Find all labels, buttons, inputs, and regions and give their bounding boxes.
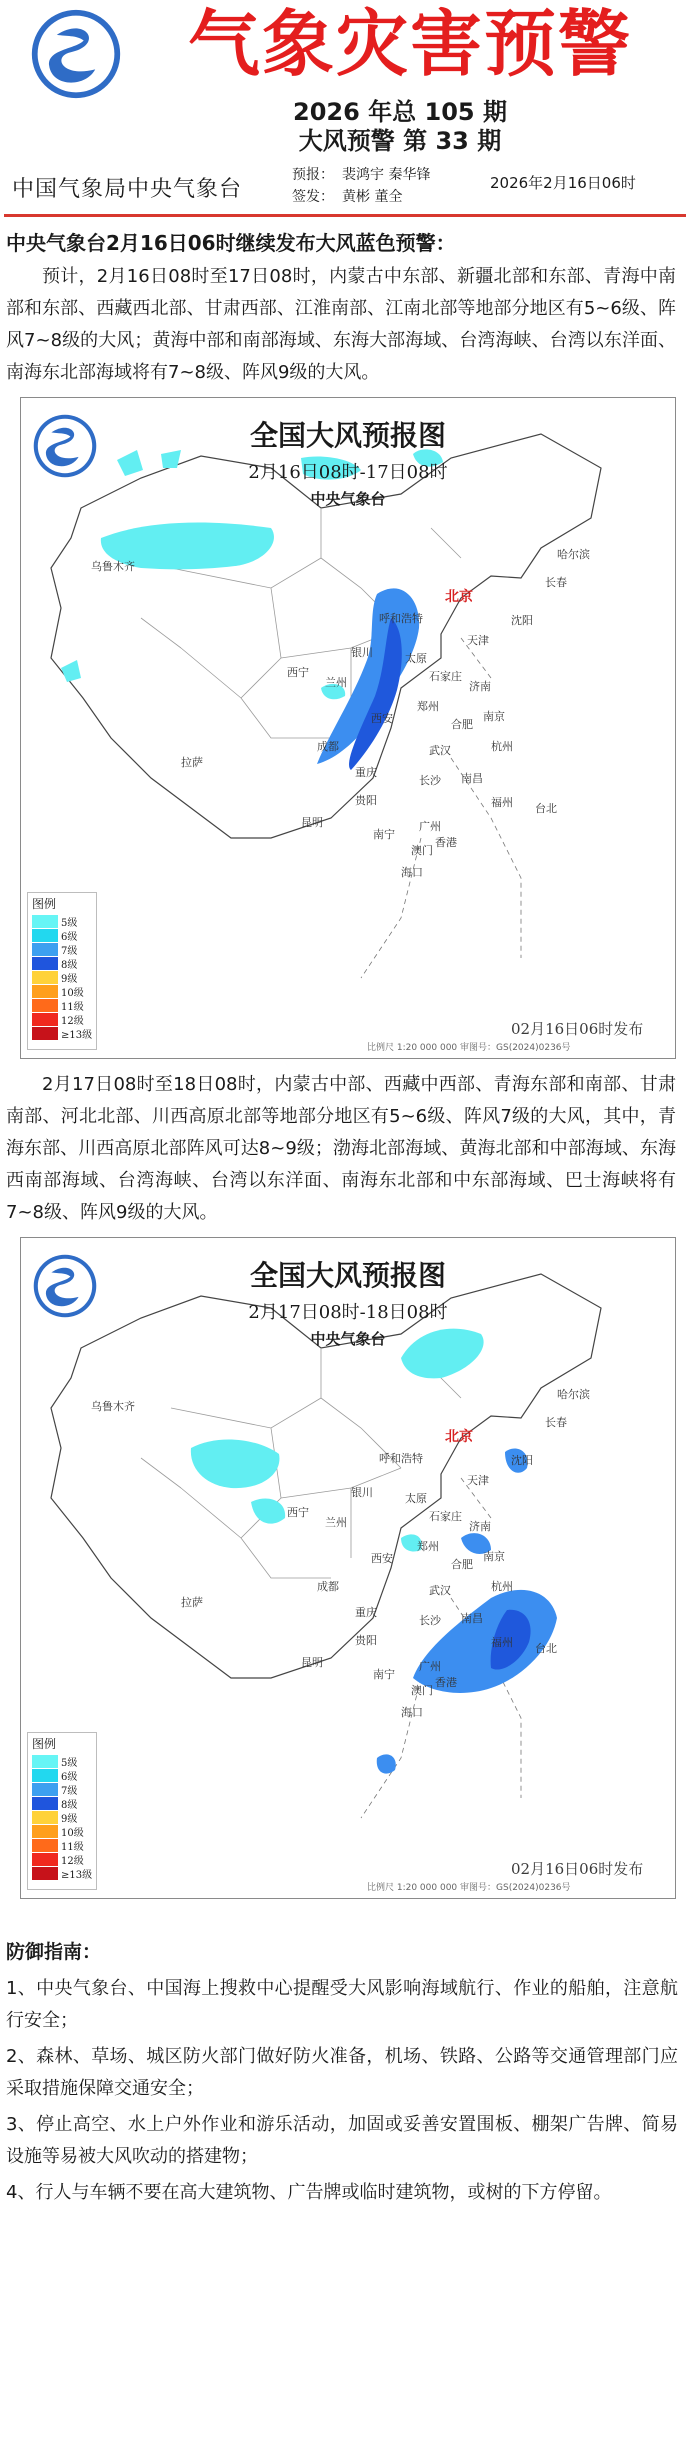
city-label: 太原 (405, 1492, 427, 1505)
city-label: 济南 (469, 680, 491, 693)
city-label: 长春 (545, 1416, 567, 1429)
city-label: 济南 (469, 1520, 491, 1533)
map-publish-time: 02月16日06时发布 (511, 1860, 644, 1878)
legend-swatch (32, 971, 58, 984)
legend-swatch (32, 1797, 58, 1810)
legend-item (28, 956, 96, 970)
legend-item (28, 914, 96, 928)
legend-label: 12级 (61, 1855, 84, 1867)
legend-item (28, 1866, 96, 1880)
city-label: 台北 (535, 802, 557, 815)
legend-title: 图例 (32, 897, 57, 911)
city-label: 哈尔滨 (557, 548, 590, 561)
legend-item (28, 1012, 96, 1026)
city-label: 乌鲁木齐 (91, 560, 135, 573)
map-scale-note: 比例尺 1:20 000 000 审图号：GS(2024)0236号 (367, 1043, 571, 1053)
defense-guide-item: 3、停止高空、水上户外作业和游乐活动，加固或妥善安置围板、棚架广告牌、简易设施等易被大风吹动的搭建物； (6, 2114, 678, 2167)
city-label: 沈阳 (511, 1454, 533, 1467)
city-label: 重庆 (355, 766, 377, 779)
legend-swatch (32, 1825, 58, 1838)
city-label: 南昌 (461, 772, 483, 785)
city-label: 银川 (351, 646, 373, 659)
city-label: 杭州 (491, 1580, 513, 1593)
city-label-capital: 北京 (445, 589, 473, 605)
wind-forecast-map-2 (20, 1237, 676, 1899)
city-label: 昆明 (301, 816, 323, 829)
defense-guide-item: 2、森林、草场、城区防火部门做好防火准备，机场、铁路、公路等交通管理部门应采取措施保障交通安全； (6, 2046, 678, 2099)
city-label: 武汉 (429, 1584, 451, 1597)
legend-item (28, 984, 96, 998)
map-publish-time: 02月16日06时发布 (511, 1020, 644, 1038)
city-label: 拉萨 (181, 1596, 203, 1609)
city-label: 石家庄 (429, 670, 462, 683)
legend-swatch (32, 1783, 58, 1796)
legend-item (28, 1838, 96, 1852)
map-legend (27, 892, 97, 1050)
legend-label: 5级 (61, 1757, 78, 1769)
city-label: 海口 (401, 1706, 423, 1719)
city-label: 长沙 (419, 774, 441, 787)
city-label: 南昌 (461, 1612, 483, 1625)
city-label: 澳门 (411, 1684, 433, 1697)
city-label: 天津 (467, 1474, 489, 1487)
legend-swatch (32, 1811, 58, 1824)
defense-guide-item: 4、行人与车辆不要在高大建筑物、广告牌或临时建筑物，或树的下方停留。 (6, 2182, 612, 2203)
legend-label: 10级 (61, 1827, 84, 1839)
city-label: 石家庄 (429, 1510, 462, 1523)
issue-number: 2026 年总 105 期 (293, 98, 507, 126)
map-org: 中央气象台 (310, 490, 386, 508)
city-label: 合肥 (451, 718, 473, 731)
city-label: 贵阳 (355, 1634, 377, 1647)
city-label: 天津 (467, 634, 489, 647)
legend-swatch (32, 1027, 58, 1040)
city-label: 长春 (545, 576, 567, 589)
city-label: 澳门 (411, 844, 433, 857)
legend-title: 图例 (32, 1737, 57, 1751)
agency-row (0, 156, 690, 208)
document-title: 气象灾害预警 (187, 1, 632, 86)
city-label: 郑州 (417, 700, 439, 713)
legend-swatch (32, 943, 58, 956)
city-label: 南宁 (373, 1668, 395, 1681)
city-label: 台北 (535, 1642, 557, 1655)
city-label: 兰州 (325, 676, 347, 689)
legend-label: 5级 (61, 917, 78, 929)
legend-label: 12级 (61, 1015, 84, 1027)
legend-label: ≥13级 (61, 1869, 93, 1881)
city-label: 杭州 (491, 740, 513, 753)
defense-guide-item: 1、中央气象台、中国海上搜救中心提醒受大风影响海域航行、作业的船舶，注意航行安全； (6, 1978, 678, 2031)
legend-label: 9级 (61, 1813, 78, 1825)
legend-swatch (32, 1769, 58, 1782)
legend-item (28, 1754, 96, 1768)
city-label: 兰州 (325, 1516, 347, 1529)
city-label: 呼和浩特 (379, 612, 423, 625)
legend-label: 7级 (61, 945, 78, 957)
legend-label: 10级 (61, 987, 84, 999)
legend-swatch (32, 1839, 58, 1852)
legend-label: 8级 (61, 1799, 78, 1811)
city-label: 乌鲁木齐 (91, 1400, 135, 1413)
map-scale-note: 比例尺 1:20 000 000 审图号：GS(2024)0236号 (367, 1883, 571, 1893)
city-label: 西安 (371, 712, 393, 725)
forecast-paragraph-1: 预计，2月16日08时至17日08时，内蒙古中东部、新疆北部和东部、青海中南部和东部、西藏西北部、甘肃西部、江淮南部、江南北部等地部分地区有5~6级、阵风7~8级的大风；黄海中部和南部海域、东海大部海域、台湾海峡、台湾以东洋面、南海东北部海域将有7~8级、阵风9级的大风。 (6, 266, 676, 383)
legend-item (28, 1810, 96, 1824)
city-label: 重庆 (355, 1606, 377, 1619)
legend-item (28, 1026, 96, 1040)
forecast-paragraph-2: 2月17日08时至18日08时，内蒙古中部、西藏中西部、青海东部和南部、甘肃南部、河北北部、川西高原北部等地部分地区有5~6级、阵风7级的大风，其中，青海东部、川西高原北部阵风可达8~9级；渤海北部海域、黄海北部和中部海域、东海西南部海域、台湾海峡、台湾以东洋面、南海东北部和中东部海域、巴士海峡将有7~8级、阵风9级的大风。 (6, 1074, 676, 1223)
legend-swatch (32, 1853, 58, 1866)
legend-label: 6级 (61, 1771, 78, 1783)
legend-label: ≥13级 (61, 1029, 93, 1041)
forecaster-label: 预报： (292, 167, 334, 183)
legend-item (28, 1768, 96, 1782)
city-label: 南宁 (373, 828, 395, 841)
map-period: 2月17日08时-18日08时 (248, 1302, 448, 1323)
city-label: 成都 (317, 740, 339, 753)
legend-swatch (32, 999, 58, 1012)
city-label: 郑州 (417, 1540, 439, 1553)
city-label: 广州 (419, 1660, 441, 1673)
city-label: 福州 (491, 1636, 513, 1649)
legend-item (28, 1824, 96, 1838)
staff-block (292, 164, 430, 208)
signer-names: 黄彬 董全 (342, 189, 403, 205)
map-title: 全国大风预报图 (249, 1259, 446, 1292)
legend-swatch (32, 915, 58, 928)
legend-label: 9级 (61, 973, 78, 985)
city-label: 西安 (371, 1552, 393, 1565)
legend-item (28, 1782, 96, 1796)
city-label-capital: 北京 (445, 1429, 473, 1445)
city-label: 西宁 (287, 1506, 309, 1519)
forecaster-names: 裴鸿宇 秦华锋 (342, 167, 431, 183)
legend-swatch (32, 1755, 58, 1768)
cma-logo-icon (28, 6, 124, 102)
map-org: 中央气象台 (310, 1330, 386, 1348)
city-label: 昆明 (301, 1656, 323, 1669)
legend-swatch (32, 985, 58, 998)
city-label: 拉萨 (181, 756, 203, 769)
warning-number: 大风预警 第 33 期 (298, 127, 502, 155)
document-header (0, 0, 690, 156)
city-label: 太原 (405, 652, 427, 665)
city-label: 广州 (419, 820, 441, 833)
header-divider (4, 214, 686, 217)
city-label: 香港 (435, 836, 457, 849)
legend-item (28, 942, 96, 956)
city-label: 沈阳 (511, 614, 533, 627)
legend-item (28, 1796, 96, 1810)
city-label: 合肥 (451, 1558, 473, 1571)
warning-headline: 中央气象台2月16日06时继续发布大风蓝色预警： (6, 231, 456, 255)
map-period: 2月16日08时-17日08时 (248, 462, 448, 483)
map-title: 全国大风预报图 (249, 419, 446, 452)
legend-swatch (32, 957, 58, 970)
city-label: 南京 (483, 1550, 505, 1563)
legend-swatch (32, 929, 58, 942)
city-label: 成都 (317, 1580, 339, 1593)
map-legend (27, 1732, 97, 1890)
city-label: 海口 (401, 866, 423, 879)
legend-label: 7级 (61, 1785, 78, 1797)
signer-label: 签发： (292, 189, 334, 205)
legend-swatch (32, 1867, 58, 1880)
agency-name: 中国气象局中央气象台 (12, 177, 243, 202)
city-label: 长沙 (419, 1614, 441, 1627)
issue-date: 2026年2月16日06时 (490, 174, 636, 192)
legend-label: 6级 (61, 931, 78, 943)
city-label: 银川 (351, 1486, 373, 1499)
city-label: 武汉 (429, 744, 451, 757)
legend-item (28, 970, 96, 984)
legend-label: 8级 (61, 959, 78, 971)
city-label: 南京 (483, 710, 505, 723)
legend-label: 11级 (61, 1841, 84, 1853)
legend-item (28, 928, 96, 942)
legend-swatch (32, 1013, 58, 1026)
defense-guide-title: 防御指南： (6, 1941, 102, 1963)
city-label: 呼和浩特 (379, 1452, 423, 1465)
city-label: 贵阳 (355, 794, 377, 807)
wind-forecast-map-1 (20, 397, 676, 1059)
city-label: 福州 (491, 796, 513, 809)
legend-item (28, 998, 96, 1012)
city-label: 香港 (435, 1676, 457, 1689)
city-label: 哈尔滨 (557, 1388, 590, 1401)
city-label: 西宁 (287, 666, 309, 679)
legend-item (28, 1852, 96, 1866)
legend-label: 11级 (61, 1001, 84, 1013)
